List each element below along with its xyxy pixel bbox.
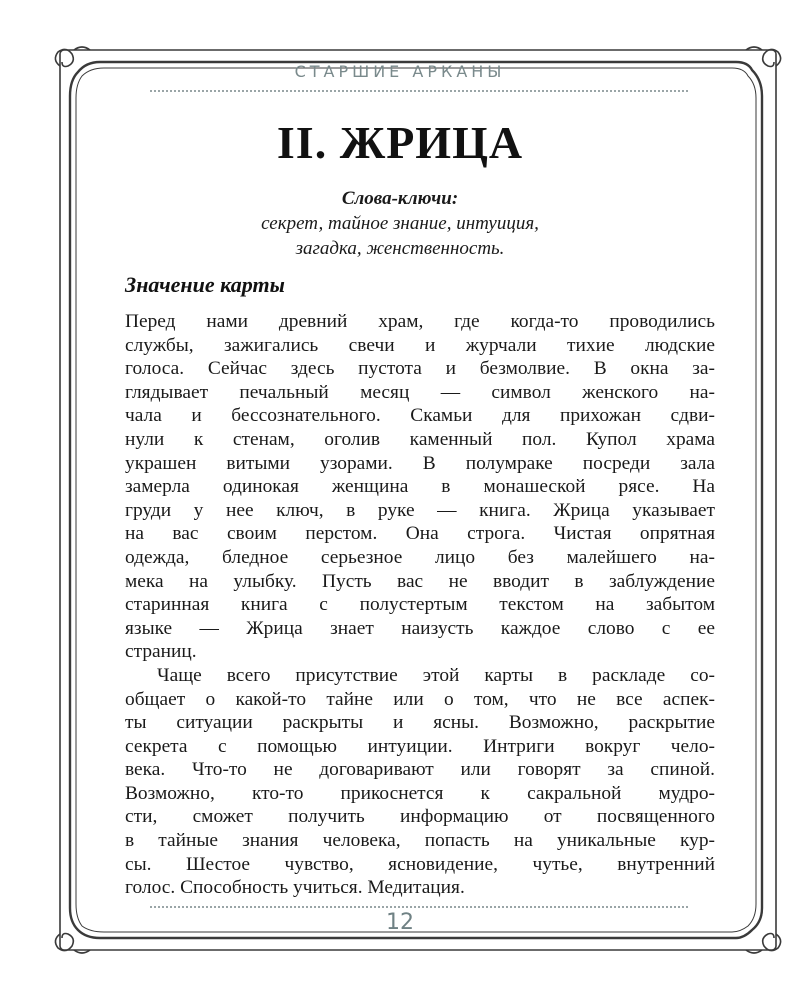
text-line: в тайные знания человека, попасть на уникальные кур- bbox=[125, 830, 715, 852]
text-line: нули к стенам, оголив каменный пол. Купол храма bbox=[125, 428, 715, 450]
text-line: сти, сможет получить информацию от посвященного bbox=[125, 806, 715, 828]
page-title: II. ЖРИЦА bbox=[276, 117, 524, 168]
running-head: СТАРШИЕ АРКАНЫ bbox=[294, 62, 506, 81]
text-line: страниц. bbox=[125, 641, 197, 663]
text-line: Возможно, кто-то прикоснется к сакральной мудро- bbox=[125, 782, 715, 804]
text-line: Чаще всего присутствие этой карты в раскладе со- bbox=[157, 664, 715, 686]
text-line: груди у нее ключ, в руке — книга. Жрица указывает bbox=[125, 499, 715, 521]
text-line: Перед нами древний храм, где когда-то проводились bbox=[125, 311, 715, 332]
keywords-line: загадка, женственность. bbox=[295, 238, 505, 259]
body-text bbox=[125, 310, 715, 900]
text-line: общает о какой-то тайне или о том, что не все аспек- bbox=[125, 688, 715, 710]
text-line: глядывает печальный месяц — символ женского на- bbox=[125, 381, 715, 403]
text-line: украшен витыми узорами. В полумраке посреди зала bbox=[125, 452, 715, 474]
bottom-dotted-rule bbox=[150, 906, 688, 908]
text-line: замерла одинокая женщина в монашеской рясе. На bbox=[125, 476, 715, 498]
text-line: на вас своим перстом. Она строга. Чистая опрятная bbox=[125, 523, 715, 545]
text-line: голос. Способность учиться. Медитация. bbox=[125, 877, 465, 899]
text-line: сы. Шестое чувство, ясновидение, чутье, внутренний bbox=[125, 853, 715, 875]
top-dotted-rule bbox=[150, 90, 688, 92]
paragraph-2 bbox=[125, 664, 715, 900]
text-line: чала и бессознательного. Скамьи для прихожан сдви- bbox=[125, 405, 715, 427]
keywords-line: секрет, тайное знание, интуиция, bbox=[261, 213, 539, 234]
keywords-block bbox=[0, 186, 800, 261]
page-number: 12 bbox=[386, 910, 414, 935]
text-line: языке — Жрица знает наизусть каждое слово с ее bbox=[125, 617, 715, 639]
text-line: голоса. Сейчас здесь пустота и безмолвие. В окна за- bbox=[125, 358, 715, 380]
section-heading: Значение карты bbox=[125, 272, 285, 297]
text-line: ты ситуации раскрыты и ясны. Возможно, раскрытие bbox=[125, 712, 715, 734]
text-line: секрета с помощью интуиции. Интриги вокруг чело- bbox=[125, 735, 715, 757]
text-line: старинная книга с полустертым текстом на забытом bbox=[125, 594, 715, 616]
keywords-label: Слова-ключи: bbox=[341, 188, 459, 209]
text-line: службы, зажигались свечи и журчали тихие людские bbox=[125, 334, 715, 356]
paragraph-1 bbox=[125, 310, 715, 664]
text-line: века. Что-то не договаривают или говорят за спиной. bbox=[125, 759, 715, 781]
text-line: одежда, бледное серьезное лицо без малейшего на- bbox=[125, 546, 715, 568]
text-line: мека на улыбку. Пусть вас не вводит в заблуждение bbox=[125, 570, 715, 592]
